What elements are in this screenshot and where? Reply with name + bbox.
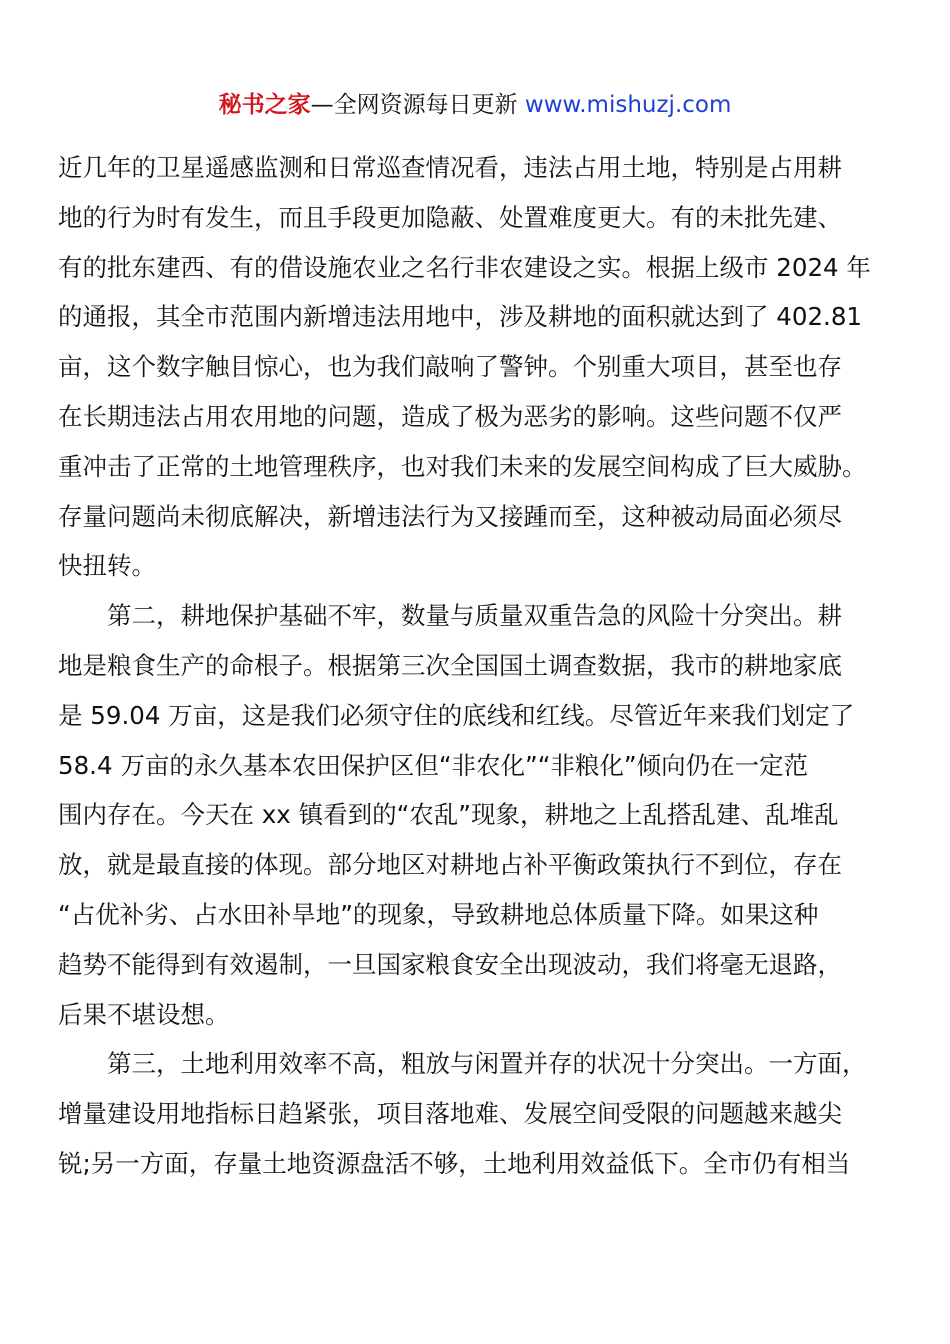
text-line: 增量建设用地指标日趋紧张，项目落地难、发展空间受限的问题越来越尖 bbox=[58, 1099, 842, 1129]
text-line: 近几年的卫星遥感监测和日常巡查情况看，违法占用土地，特别是占用耕 bbox=[58, 153, 842, 182]
text-line: 快扭转。 bbox=[58, 551, 156, 581]
site-header bbox=[0, 88, 950, 122]
text-line: 放，就是最直接的体现。部分地区对耕地占补平衡政策执行不到位，存在 bbox=[58, 850, 842, 880]
text-line: 亩，这个数字触目惊心，也为我们敲响了警钟。个别重大项目，甚至也存 bbox=[58, 352, 842, 382]
text-line: 锐;另一方面，存量土地资源盘活不够，土地利用效益低下。全市仍有相当 bbox=[58, 1148, 851, 1178]
text-line: 重冲击了正常的土地管理秩序，也对我们未来的发展空间构成了巨大威胁。 bbox=[58, 451, 867, 481]
text-line: 趋势不能得到有效遏制，一旦国家粮食安全出现波动，我们将毫无退路， bbox=[58, 949, 842, 979]
paragraph-start-line: 第二，耕地保护基础不牢，数量与质量双重告急的风险十分突出。耕 bbox=[107, 601, 842, 631]
text-line: 的通报，其全市范围内新增违法用地中，涉及耕地的面积就达到了 402.81 bbox=[58, 302, 863, 332]
site-tagline: —全网资源每日更新 bbox=[310, 92, 525, 118]
text-line: 有的批东建西、有的借设施农业之名行非农建设之实。根据上级市 2024 年 bbox=[58, 252, 871, 282]
site-brand: 秘书之家 bbox=[218, 92, 311, 118]
text-line: 后果不堪设想。 bbox=[58, 999, 230, 1029]
paragraph-start-line: 第三，土地利用效率不高，粗放与闲置并存的状况十分突出。一方面， bbox=[107, 1049, 867, 1079]
document-body bbox=[58, 143, 894, 1189]
text-line: 地的行为时有发生，而且手段更加隐蔽、处置难度更大。有的未批先建、 bbox=[58, 202, 842, 232]
text-line: 58.4 万亩的永久基本农田保护区但“非农化”“非粮化”倾向仍在一定范 bbox=[58, 750, 809, 780]
text-line: 地是粮食生产的命根子。根据第三次全国国土调查数据，我市的耕地家底 bbox=[58, 650, 842, 680]
text-line: 围内存在。今天在 xx 镇看到的“农乱”现象，耕地之上乱搭乱建、乱堆乱 bbox=[58, 800, 839, 830]
text-line: “占优补劣、占水田补旱地”的现象，导致耕地总体质量下降。如果这种 bbox=[58, 899, 819, 929]
text-line: 是 59.04 万亩，这是我们必须守住的底线和红线。尽管近年来我们划定了 bbox=[58, 700, 855, 730]
site-url-link[interactable]: www.mishuzj.com bbox=[524, 92, 732, 118]
text-line: 存量问题尚未彻底解决，新增违法行为又接踵而至，这种被动局面必须尽 bbox=[58, 501, 842, 531]
text-line: 在长期违法占用农用地的问题，造成了极为恶劣的影响。这些问题不仅严 bbox=[58, 401, 842, 431]
